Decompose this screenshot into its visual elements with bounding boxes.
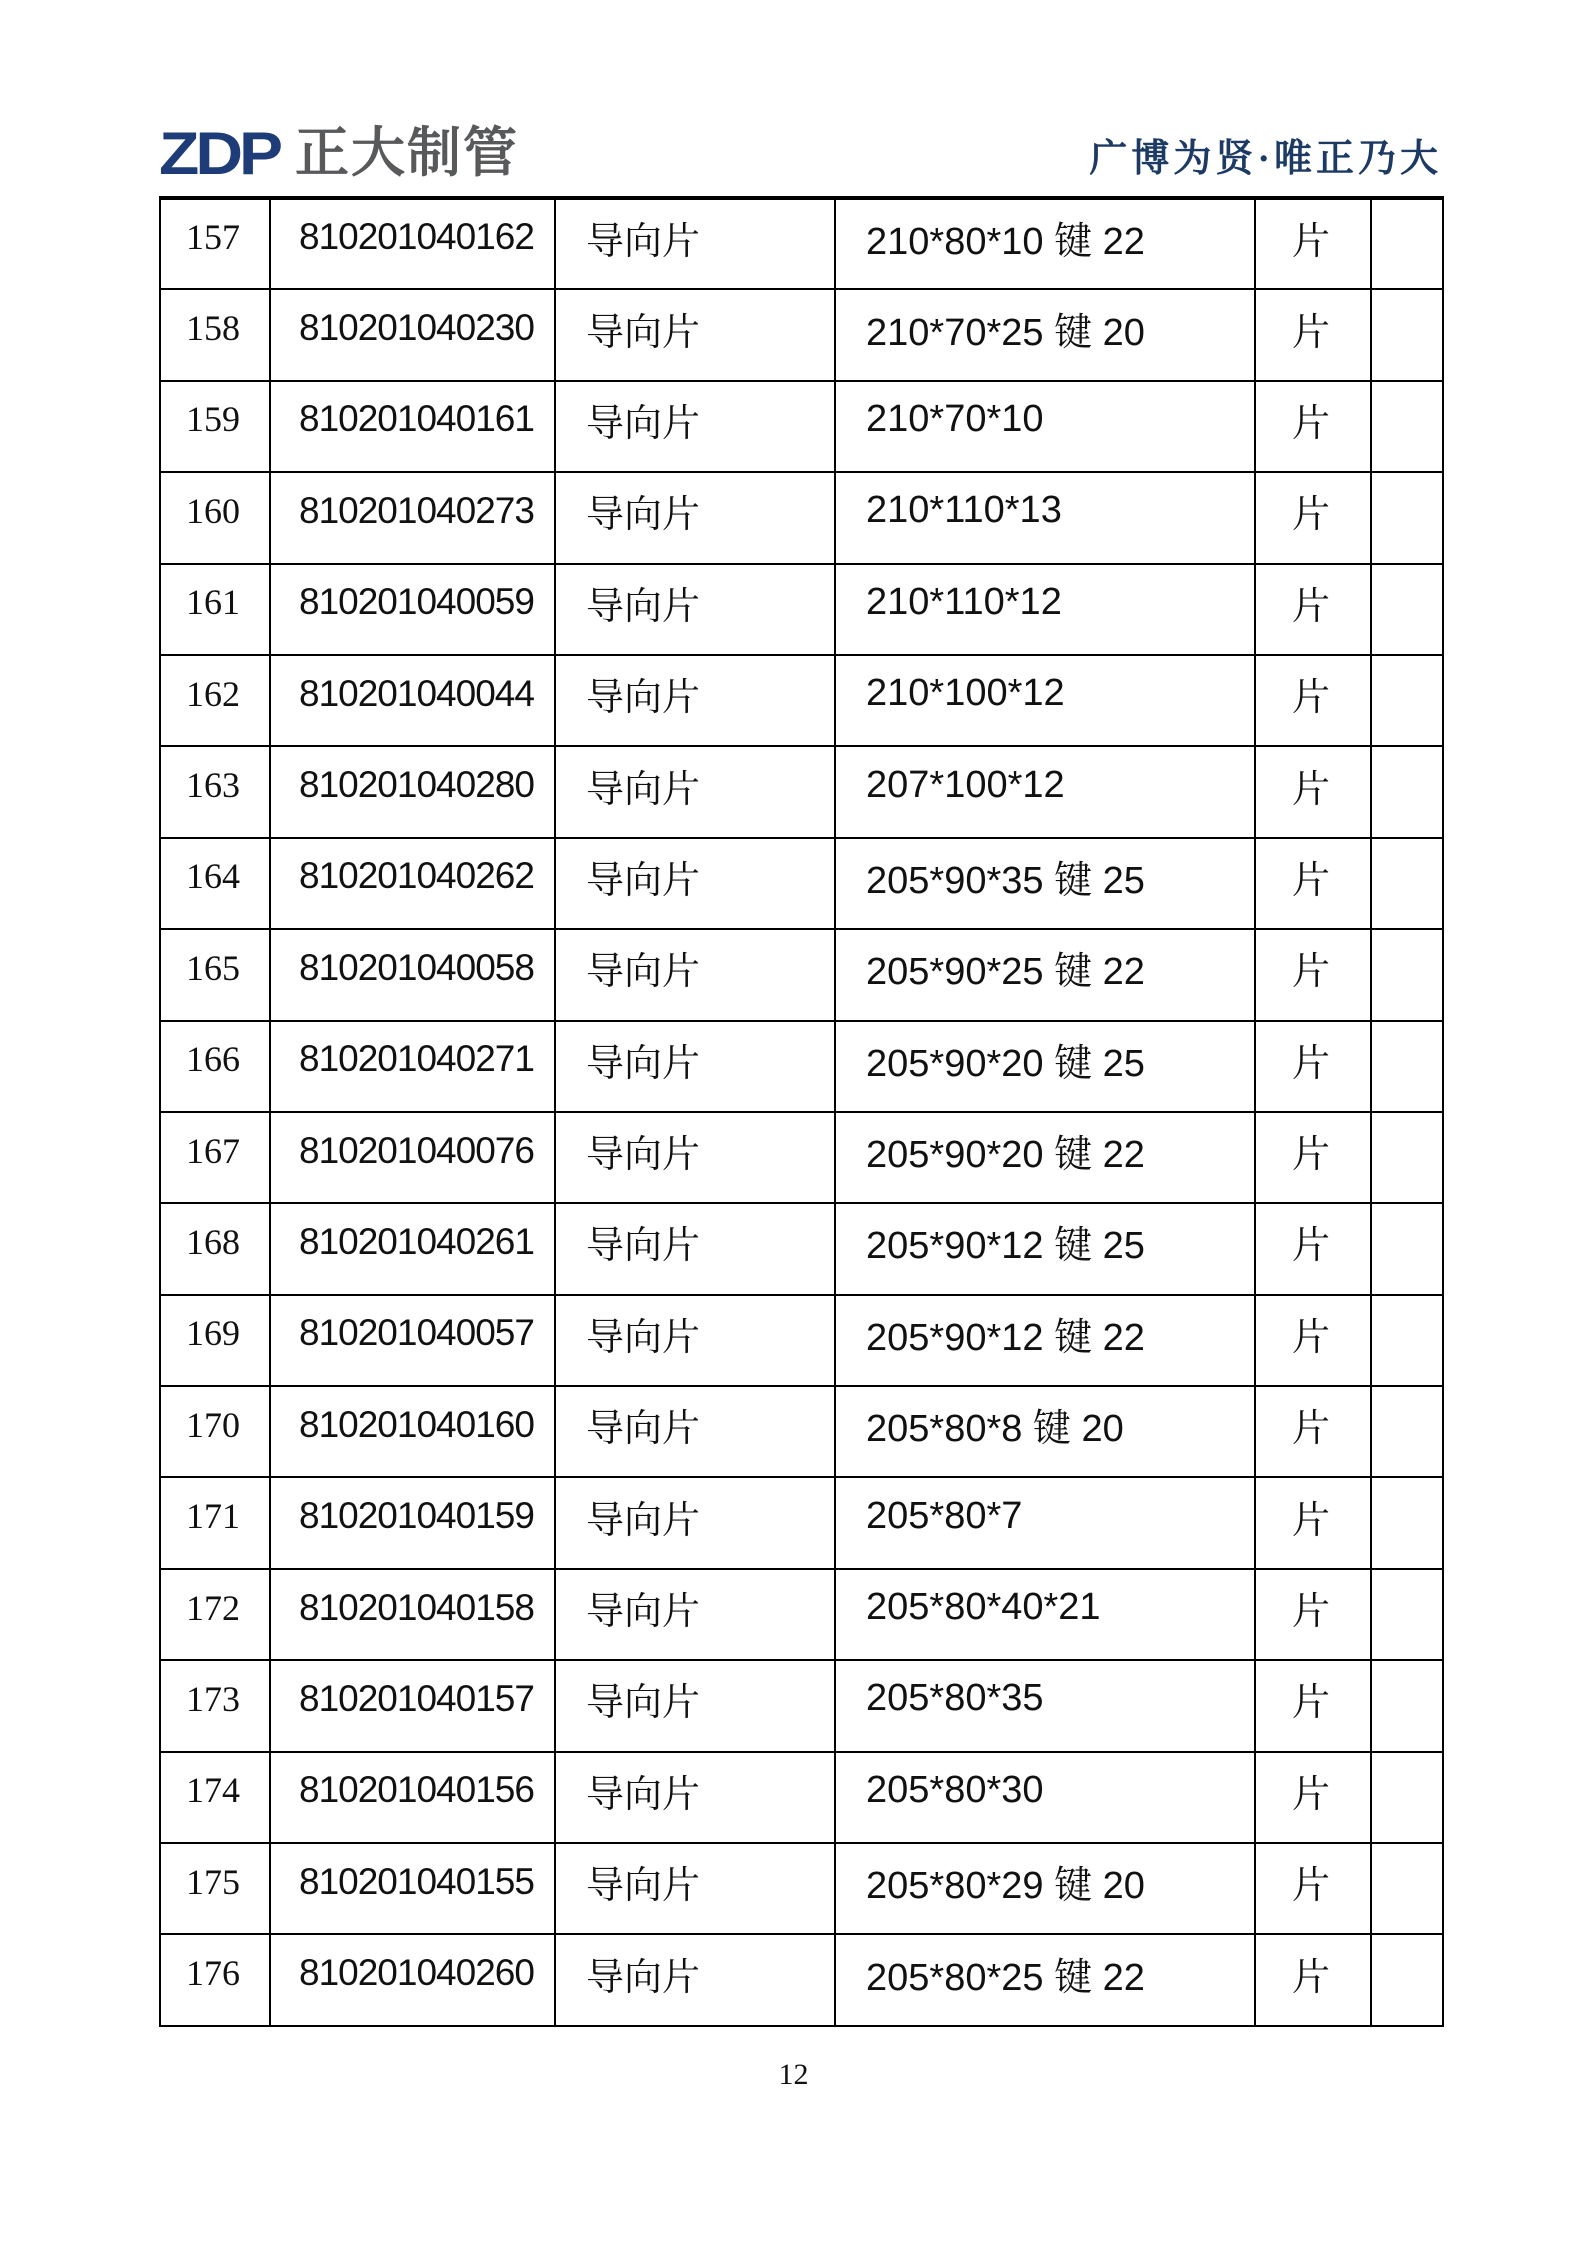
spec-cell: 205*80*35 xyxy=(835,1660,1255,1751)
spec-cell: 205*90*35 键 25 xyxy=(835,838,1255,929)
unit-cell: 片 xyxy=(1255,1752,1371,1843)
remark-cell xyxy=(1371,472,1443,563)
spec-cell: 210*80*10 键 22 xyxy=(835,198,1255,289)
table-row xyxy=(160,1295,1443,1386)
row-number-cell: 171 xyxy=(160,1477,270,1568)
material-code-cell: 810201040158 xyxy=(270,1569,555,1660)
row-number-cell: 170 xyxy=(160,1386,270,1477)
remark-cell xyxy=(1371,1386,1443,1477)
material-code-cell: 810201040159 xyxy=(270,1477,555,1568)
row-number-cell: 160 xyxy=(160,472,270,563)
row-number-cell: 166 xyxy=(160,1021,270,1112)
remark-cell xyxy=(1371,1477,1443,1568)
material-code-cell: 810201040262 xyxy=(270,838,555,929)
page-header xyxy=(159,120,1442,186)
material-name-cell: 导向片 xyxy=(555,1021,835,1112)
spec-cell: 205*90*12 键 25 xyxy=(835,1203,1255,1294)
unit-cell: 片 xyxy=(1255,1569,1371,1660)
row-number-cell: 172 xyxy=(160,1569,270,1660)
remark-cell xyxy=(1371,1021,1443,1112)
remark-cell xyxy=(1371,564,1443,655)
row-number-cell: 167 xyxy=(160,1112,270,1203)
remark-cell xyxy=(1371,746,1443,837)
spec-cell: 210*70*10 xyxy=(835,381,1255,472)
unit-cell: 片 xyxy=(1255,1112,1371,1203)
material-name-cell: 导向片 xyxy=(555,472,835,563)
material-name-cell: 导向片 xyxy=(555,1660,835,1751)
material-code-cell: 810201040156 xyxy=(270,1752,555,1843)
remark-cell xyxy=(1371,1934,1443,2025)
unit-cell: 片 xyxy=(1255,655,1371,746)
zdp-logo-icon: ZDP xyxy=(159,118,279,188)
row-number-cell: 162 xyxy=(160,655,270,746)
row-number-cell: 158 xyxy=(160,289,270,380)
unit-cell: 片 xyxy=(1255,289,1371,380)
remark-cell xyxy=(1371,381,1443,472)
material-name-cell: 导向片 xyxy=(555,1477,835,1568)
material-name-cell: 导向片 xyxy=(555,564,835,655)
remark-cell xyxy=(1371,1569,1443,1660)
row-number-cell: 173 xyxy=(160,1660,270,1751)
row-number-cell: 159 xyxy=(160,381,270,472)
spec-cell: 210*110*12 xyxy=(835,564,1255,655)
spec-cell: 210*110*13 xyxy=(835,472,1255,563)
table-row xyxy=(160,1843,1443,1934)
unit-cell: 片 xyxy=(1255,381,1371,472)
remark-cell xyxy=(1371,929,1443,1020)
table-row xyxy=(160,198,1443,289)
remark-cell xyxy=(1371,1660,1443,1751)
page-number: 12 xyxy=(778,2058,809,2091)
unit-cell: 片 xyxy=(1255,564,1371,655)
unit-cell: 片 xyxy=(1255,746,1371,837)
spec-cell: 205*90*20 键 25 xyxy=(835,1021,1255,1112)
unit-cell: 片 xyxy=(1255,198,1371,289)
unit-cell: 片 xyxy=(1255,1295,1371,1386)
material-name-cell: 导向片 xyxy=(555,1386,835,1477)
unit-cell: 片 xyxy=(1255,1843,1371,1934)
unit-cell: 片 xyxy=(1255,929,1371,1020)
spec-cell: 205*90*25 键 22 xyxy=(835,929,1255,1020)
material-code-cell: 810201040273 xyxy=(270,472,555,563)
table-row xyxy=(160,1203,1443,1294)
material-code-cell: 810201040155 xyxy=(270,1843,555,1934)
spec-cell: 210*100*12 xyxy=(835,655,1255,746)
material-code-cell: 810201040161 xyxy=(270,381,555,472)
row-number-cell: 164 xyxy=(160,838,270,929)
material-code-cell: 810201040230 xyxy=(270,289,555,380)
table-row xyxy=(160,1021,1443,1112)
table-row xyxy=(160,564,1443,655)
row-number-cell: 169 xyxy=(160,1295,270,1386)
company-name: 正大制管 xyxy=(295,123,519,183)
material-code-cell: 810201040058 xyxy=(270,929,555,1020)
material-name-cell: 导向片 xyxy=(555,1295,835,1386)
remark-cell xyxy=(1371,1203,1443,1294)
spec-cell: 205*90*20 键 22 xyxy=(835,1112,1255,1203)
parts-table xyxy=(159,196,1444,2027)
material-code-cell: 810201040076 xyxy=(270,1112,555,1203)
remark-cell xyxy=(1371,1112,1443,1203)
row-number-cell: 161 xyxy=(160,564,270,655)
material-code-cell: 810201040157 xyxy=(270,1660,555,1751)
material-name-cell: 导向片 xyxy=(555,1112,835,1203)
spec-cell: 205*80*29 键 20 xyxy=(835,1843,1255,1934)
table-row xyxy=(160,929,1443,1020)
material-name-cell: 导向片 xyxy=(555,1203,835,1294)
table-row xyxy=(160,1752,1443,1843)
row-number-cell: 163 xyxy=(160,746,270,837)
row-number-cell: 175 xyxy=(160,1843,270,1934)
table-row xyxy=(160,1386,1443,1477)
unit-cell: 片 xyxy=(1255,1477,1371,1568)
remark-cell xyxy=(1371,289,1443,380)
material-name-cell: 导向片 xyxy=(555,381,835,472)
unit-cell: 片 xyxy=(1255,472,1371,563)
spec-cell: 205*80*7 xyxy=(835,1477,1255,1568)
row-number-cell: 157 xyxy=(160,198,270,289)
spec-cell: 205*80*30 xyxy=(835,1752,1255,1843)
table-row xyxy=(160,1477,1443,1568)
company-logo xyxy=(159,120,519,186)
row-number-cell: 168 xyxy=(160,1203,270,1294)
table-row xyxy=(160,746,1443,837)
material-code-cell: 810201040059 xyxy=(270,564,555,655)
material-code-cell: 810201040261 xyxy=(270,1203,555,1294)
row-number-cell: 165 xyxy=(160,929,270,1020)
material-name-cell: 导向片 xyxy=(555,289,835,380)
table-row xyxy=(160,655,1443,746)
spec-cell: 205*80*40*21 xyxy=(835,1569,1255,1660)
material-code-cell: 810201040044 xyxy=(270,655,555,746)
spec-cell: 205*80*8 键 20 xyxy=(835,1386,1255,1477)
table-row xyxy=(160,381,1443,472)
table-row xyxy=(160,838,1443,929)
spec-cell: 205*90*12 键 22 xyxy=(835,1295,1255,1386)
remark-cell xyxy=(1371,838,1443,929)
unit-cell: 片 xyxy=(1255,1203,1371,1294)
remark-cell xyxy=(1371,1843,1443,1934)
row-number-cell: 174 xyxy=(160,1752,270,1843)
material-name-cell: 导向片 xyxy=(555,929,835,1020)
material-name-cell: 导向片 xyxy=(555,746,835,837)
table-row xyxy=(160,289,1443,380)
material-name-cell: 导向片 xyxy=(555,655,835,746)
row-number-cell: 176 xyxy=(160,1934,270,2025)
material-name-cell: 导向片 xyxy=(555,198,835,289)
material-code-cell: 810201040160 xyxy=(270,1386,555,1477)
remark-cell xyxy=(1371,655,1443,746)
table-row xyxy=(160,1660,1443,1751)
spec-cell: 205*80*25 键 22 xyxy=(835,1934,1255,2025)
table-row xyxy=(160,1569,1443,1660)
material-name-cell: 导向片 xyxy=(555,1934,835,2025)
unit-cell: 片 xyxy=(1255,838,1371,929)
table-row xyxy=(160,1934,1443,2025)
remark-cell xyxy=(1371,1752,1443,1843)
material-code-cell: 810201040057 xyxy=(270,1295,555,1386)
material-name-cell: 导向片 xyxy=(555,838,835,929)
remark-cell xyxy=(1371,198,1443,289)
parts-table-body xyxy=(160,198,1443,2026)
material-code-cell: 810201040271 xyxy=(270,1021,555,1112)
table-row xyxy=(160,472,1443,563)
company-slogan: 广博为贤·唯正乃大 xyxy=(1089,138,1442,180)
material-code-cell: 810201040280 xyxy=(270,746,555,837)
material-name-cell: 导向片 xyxy=(555,1752,835,1843)
spec-cell: 207*100*12 xyxy=(835,746,1255,837)
material-code-cell: 810201040260 xyxy=(270,1934,555,2025)
material-name-cell: 导向片 xyxy=(555,1843,835,1934)
unit-cell: 片 xyxy=(1255,1660,1371,1751)
material-code-cell: 810201040162 xyxy=(270,198,555,289)
unit-cell: 片 xyxy=(1255,1934,1371,2025)
unit-cell: 片 xyxy=(1255,1021,1371,1112)
table-row xyxy=(160,1112,1443,1203)
material-name-cell: 导向片 xyxy=(555,1569,835,1660)
remark-cell xyxy=(1371,1295,1443,1386)
unit-cell: 片 xyxy=(1255,1386,1371,1477)
spec-cell: 210*70*25 键 20 xyxy=(835,289,1255,380)
